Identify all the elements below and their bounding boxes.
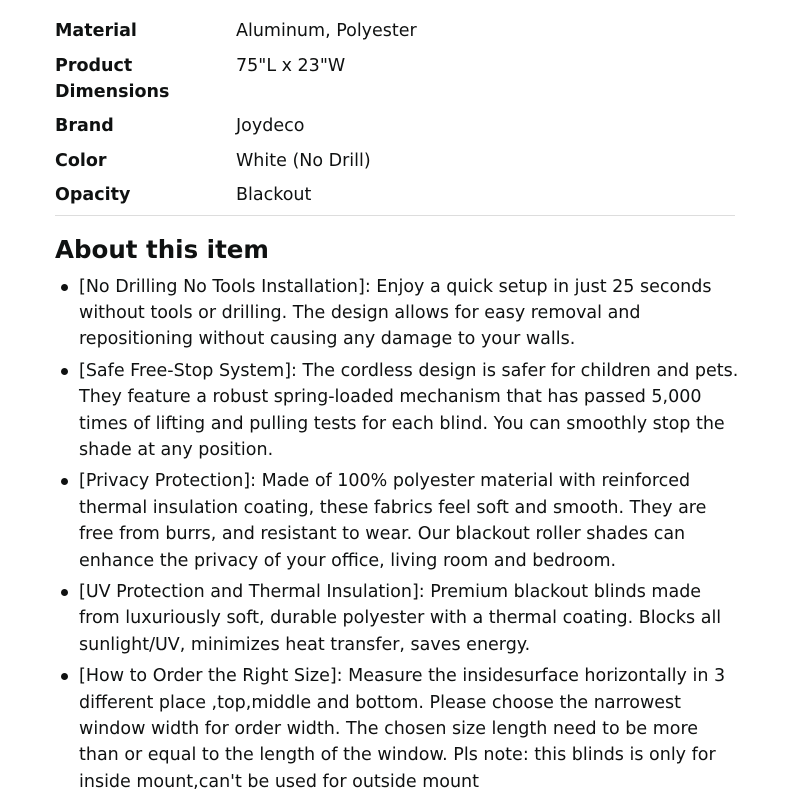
spec-value: Aluminum, Polyester — [236, 21, 417, 41]
bullet-dot-icon — [61, 284, 68, 291]
feature-bullet — [55, 663, 741, 795]
feature-bullet — [55, 358, 741, 464]
feature-bullet — [55, 579, 741, 658]
feature-bullet-text: [Privacy Protection]: Made of 100% polyester material with reinforced thermal insulation coating, these fabrics feel soft and smooth. They are free from burrs, and resistant to wear. Our blackout roller shades can enhance the privacy of your office, living room and bedroom. — [79, 471, 707, 571]
spec-row-material — [55, 18, 735, 53]
bullet-dot-icon — [61, 478, 68, 485]
feature-bullet-text: [No Drilling No Tools Installation]: Enjoy a quick setup in just 25 seconds without tools or drilling. The design allows for easy removal and repositioning without causing any damage to your walls. — [79, 276, 712, 350]
product-details-section — [55, 18, 739, 800]
spec-row-brand — [55, 113, 735, 148]
about-this-item-heading: About this item — [55, 234, 269, 264]
feature-bullet — [55, 468, 741, 574]
spec-value: Joydeco — [236, 116, 305, 136]
spec-label: Color — [55, 150, 107, 171]
product-specs-table — [55, 18, 735, 217]
bullet-dot-icon — [61, 673, 68, 680]
spec-label: Product Dimensions — [55, 55, 170, 102]
feature-bullet-text: [How to Order the Right Size]: Measure the insidesurface horizontally in 3 different place ,top,middle and bottom. Please choose the narrowest window width for order width. The chosen size length need to be more than or equal to the length of the window. Pls note: this blinds is only for inside mount,can't be used for outside mount — [79, 666, 726, 792]
spec-value: White (No Drill) — [236, 150, 371, 171]
spec-row-opacity — [55, 182, 735, 217]
spec-label: Opacity — [55, 185, 131, 205]
bullet-dot-icon — [61, 368, 68, 375]
bullet-dot-icon — [61, 589, 68, 596]
feature-bullet-list — [55, 274, 739, 796]
feature-bullet-text: [UV Protection and Thermal Insulation]: Premium blackout blinds made from luxuriously soft, durable polyester with a thermal coating. Blocks all sunlight/UV, minimizes heat transfer, saves energy. — [79, 581, 722, 655]
spec-value: 75"L x 23"W — [236, 55, 346, 76]
spec-value: Blackout — [236, 185, 312, 205]
spec-row-dimensions — [55, 53, 735, 114]
spec-row-color — [55, 148, 735, 183]
spec-label: Material — [55, 21, 137, 41]
feature-bullet-text: [Safe Free-Stop System]: The cordless design is safer for children and pets. They feature a robust spring-loaded mechanism that has passed 5,000 times of lifting and pulling tests for each blind. You can smoothly stop the shade at any position. — [79, 360, 739, 460]
feature-bullet — [55, 274, 741, 353]
section-divider — [55, 215, 735, 216]
spec-label: Brand — [55, 116, 114, 136]
